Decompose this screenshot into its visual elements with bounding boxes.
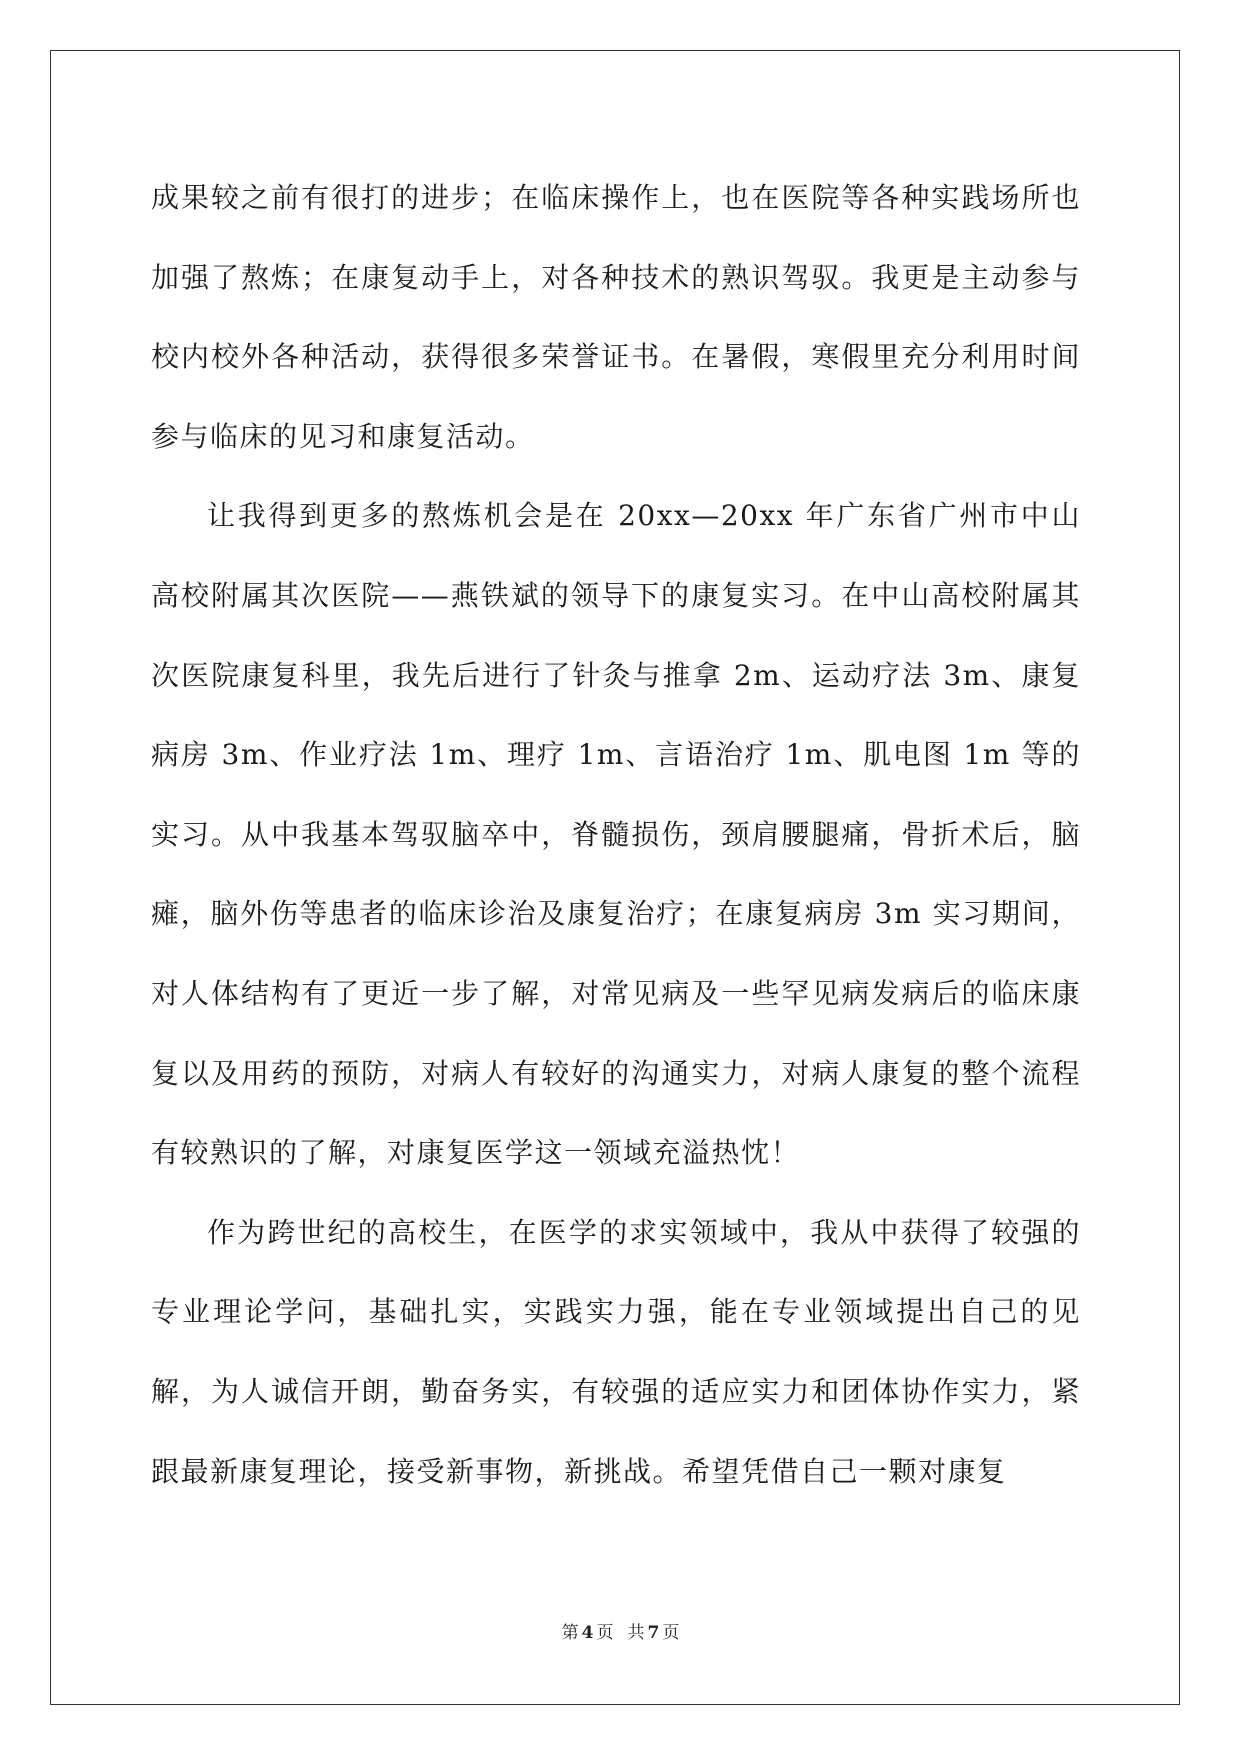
page-total: 7: [647, 1623, 660, 1643]
document-body: [151, 158, 1081, 1511]
page-suffix: 页: [596, 1623, 614, 1643]
page-current: 4: [581, 1623, 594, 1643]
page-footer: [0, 1618, 1241, 1643]
total-prefix: 共: [627, 1623, 645, 1643]
paragraph-3: 作为跨世纪的高校生，在医学的求实领域中，我从中获得了较强的专业理论学问，基础扎实，实践实力强，能在专业领域提出自己的见解，为人诚信开朗，勤奋务实，有较强的适应实力和团体协作实力，紧跟最新康复理论，接受新事物，新挑战。希望凭借自己一颗对康复: [151, 1215, 1081, 1488]
paragraph-1: 成果较之前有很打的进步；在临床操作上，也在医院等各种实践场所也加强了熬炼；在康复动手上，对各种技术的熟识驾驭。我更是主动参与校内校外各种活动，获得很多荣誉证书。在暑假，寒假里充分利用时间参与临床的见习和康复活动。: [151, 181, 1081, 453]
paragraph-2: 让我得到更多的熬炼机会是在 20xx—20xx 年广东省广州市中山高校附属其次医院——燕铁斌的领导下的康复实习。在中山高校附属其次医院康复科里，我先后进行了针灸与推拿 2m、运动疗法 3m、康复病房 3m、作业疗法 1m、理疗 1m、言语治疗 1m、肌电图 1m 等的实习。从中我基本驾驭脑卒中，脊髓损伤，颈肩腰腿痛，骨折术后，脑瘫，脑外伤等患者的临床诊治及康复治疗；在康复病房 3m 实习期间，对人体结构有了更近一步了解，对常见病及一些罕见病发病后的临床康复以及用药的预防，对病人有较好的沟通实力，对病人康复的整个流程有较熟识的了解，对康复医学这一领域充溢热忱！: [151, 499, 1081, 1170]
page-prefix: 第: [561, 1623, 579, 1643]
total-suffix: 页: [662, 1623, 680, 1643]
